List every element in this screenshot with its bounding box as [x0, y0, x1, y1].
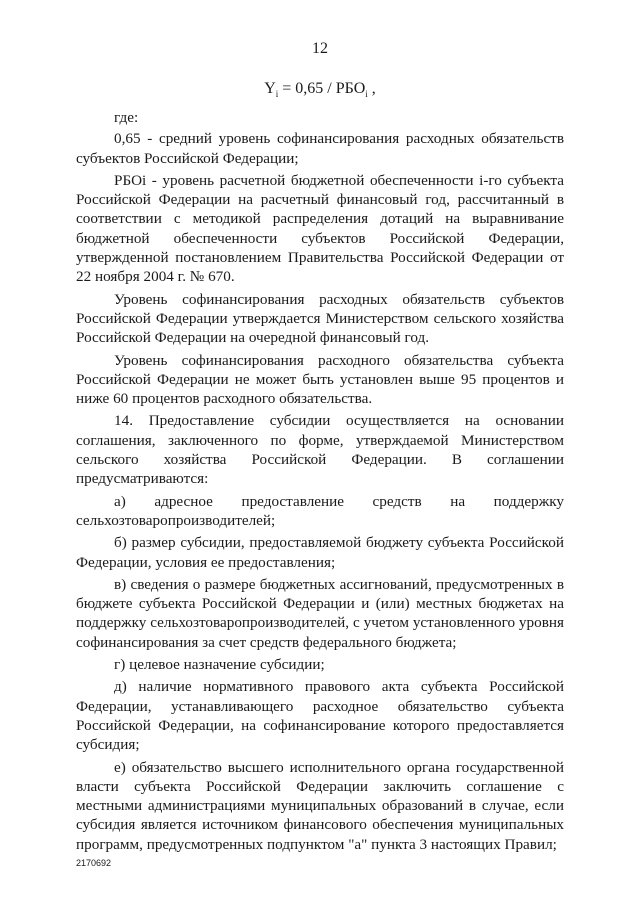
paragraph: Уровень софинансирования расходных обязательств субъектов Российской Федерации утверждается Министерством сельского хозяйства Российской Федерации на очередной финансовый год.	[76, 290, 564, 347]
paragraph: 14. Предоставление субсидии осуществляется на основании соглашения, заключенного по форме, утверждаемой Министерством сельского хозяйства Российской Федерации. В соглашении предусматриваются:	[76, 412, 564, 488]
formula-rhs-sub: i	[365, 89, 368, 100]
document-id: 2170692	[76, 858, 112, 868]
list-item: г) целевое назначение субсидии;	[114, 656, 325, 674]
paragraph: 0,65 - средний уровень софинансирования расходных обязательств субъектов Российской Федерации;	[76, 130, 564, 167]
paragraph-where: где:	[114, 109, 139, 126]
list-item: е) обязательство высшего исполнительного органа государственной власти субъекта Российской Федерации заключить соглашение с местными администрациями муниципальных образований в случае, если субсидия является источником финансового обеспечения муниципальных программ, предусмотренных подпунктом "а" пункта 3 настоящих Правил;	[76, 758, 564, 853]
list-item: б) размер субсидии, предоставляемой бюджету субъекта Российской Федерации, условия ее предоставления;	[76, 534, 564, 571]
list-item: а) адресное предоставление средств на поддержку сельхозтоваропроизводителей;	[76, 492, 564, 529]
formula-eq: = 0,65 / РБО	[278, 80, 366, 97]
list-item: в) сведения о размере бюджетных ассигнований, предусмотренных в бюджете субъекта Российской Федерации и (или) местных бюджетах на поддержку сельхозтоваропроизводителей, с учетом установленного уровня софинансирования за счет средств федерального бюджета;	[76, 575, 564, 651]
paragraph: РБОi - уровень расчетной бюджетной обеспеченности i-го субъекта Российской Федерации на расчетный финансовый год, рассчитанный в соответствии с методикой распределения дотаций на выравнивание бюджетной обеспеченности субъектов Российской Федерации, утвержденной постановлением Правительства Российской Федерации от 22 ноября 2004 г. № 670.	[76, 171, 564, 286]
formula-lhs-sub: i	[275, 89, 279, 100]
list-item: д) наличие нормативного правового акта субъекта Российской Федерации, устанавливающего расходное обязательство субъекта Российской Федерации, на софинансирование которого предоставляется субсидия;	[76, 678, 564, 754]
formula	[0, 80, 640, 99]
body-text	[76, 108, 564, 857]
formula-tail: ,	[367, 80, 376, 97]
formula-lhs: Y	[264, 80, 276, 97]
page-number: 12	[312, 40, 328, 57]
paragraph: Уровень софинансирования расходного обязательства субъекта Российской Федерации не может быть установлен выше 95 процентов и ниже 60 процентов расходного обязательства.	[76, 351, 564, 408]
